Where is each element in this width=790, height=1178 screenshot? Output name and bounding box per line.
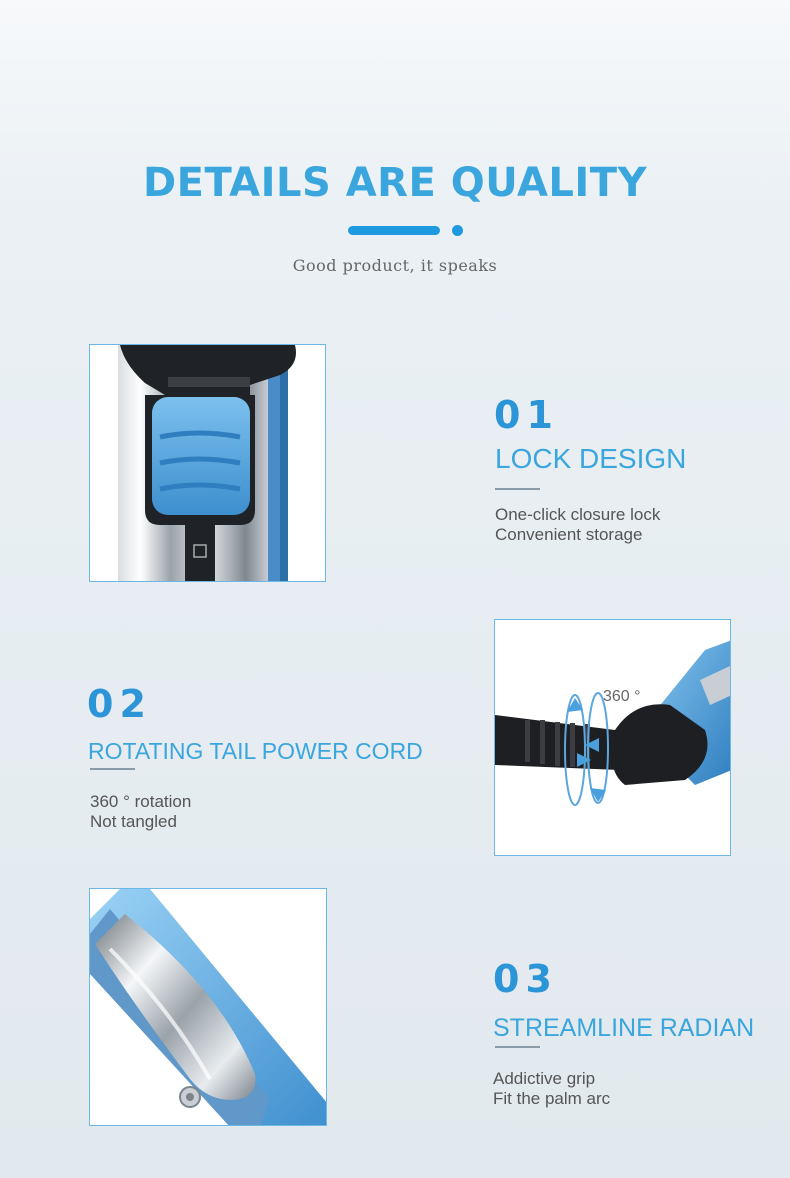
feature-title-2: ROTATING TAIL POWER CORD — [88, 738, 423, 764]
rotation-label: 360 ° — [603, 688, 641, 705]
title-accent-bar — [348, 226, 440, 235]
feature-desc-3-line-1: Addictive grip — [493, 1069, 596, 1088]
feature-number-3: 03 — [493, 957, 558, 1001]
title-accent-dot — [452, 225, 463, 236]
page-title: DETAILS ARE QUALITY — [142, 160, 648, 206]
feature-title-1: LOCK DESIGN — [495, 443, 687, 474]
feature-title-3: STREAMLINE RADIAN — [493, 1014, 755, 1042]
feature-desc-1-line-2: Convenient storage — [495, 525, 643, 544]
lock-illustration — [90, 345, 326, 582]
feature-underline-3 — [495, 1046, 540, 1048]
streamline-illustration — [90, 889, 327, 1126]
feature-underline-2 — [90, 768, 135, 770]
feature-desc-1-line-1: One-click closure lock — [495, 505, 661, 524]
streamline-photo — [89, 888, 327, 1126]
power-cord-photo — [494, 619, 731, 856]
power-cord-illustration — [495, 620, 731, 856]
feature-desc-2-line-2: Not tangled — [90, 812, 177, 831]
feature-number-1: 01 — [494, 393, 559, 437]
feature-desc-2-line-1: 360 ° rotation — [90, 792, 192, 811]
lock-design-photo — [89, 344, 326, 582]
page-subtitle: Good product, it speaks — [292, 256, 498, 275]
feature-desc-3-line-2: Fit the palm arc — [493, 1089, 611, 1108]
feature-number-2: 02 — [87, 682, 152, 726]
feature-underline-1 — [495, 488, 540, 490]
